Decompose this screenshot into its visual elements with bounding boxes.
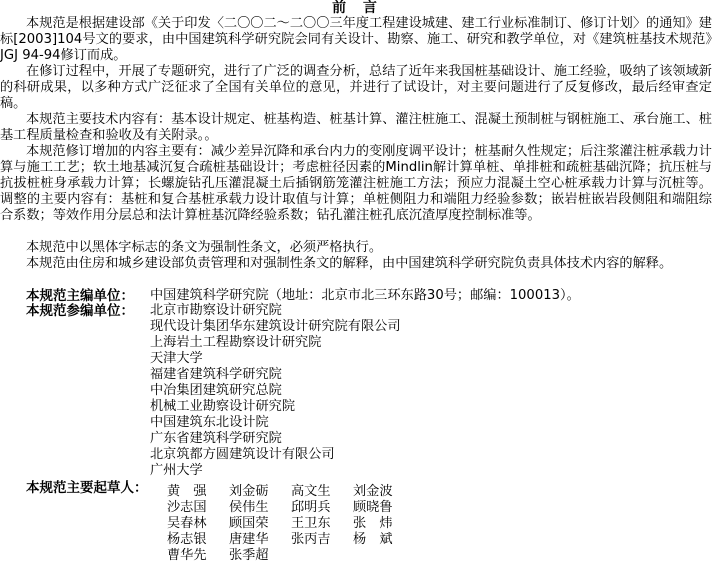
drafter-name: 侯伟生 (229, 500, 269, 515)
drafter-name: 曹华先 (167, 548, 207, 563)
participating-unit: 北京筑都方圆建筑设计有限公司 (150, 447, 335, 462)
drafter-name: 邱明兵 (291, 500, 331, 515)
participating-units-list (150, 303, 401, 479)
paragraph-mandatory-clauses: 本规范中以黑体字标志的条文为强制性条文，必须严格执行。 (26, 240, 383, 255)
drafters-list (167, 480, 467, 563)
drafter-name: 刘金砺 (229, 484, 269, 499)
paragraph-basis: 本规范是根据建设部《关于印发〈二〇〇二～二〇〇三年度工程建设城建、建工行业标准制订、修订计划〉的通知》建标[2003]104号文的要求，由中国建筑科学研究院会同有关设计、勘察、施工、研究和教学单位，对《建筑桩基技术规范》JGJ 94-94修订而成。 (0, 16, 712, 63)
participating-unit: 北京市勘察设计研究院 (150, 303, 282, 318)
participating-unit: 现代设计集团华东建筑设计研究院有限公司 (150, 319, 401, 334)
participating-unit: 广州大学 (150, 463, 203, 478)
drafter-name: 刘金波 (353, 484, 393, 499)
participating-unit: 天津大学 (150, 351, 203, 366)
drafter-name: 吴春林 (167, 516, 207, 531)
drafter-name: 高文生 (291, 484, 331, 499)
drafter-name: 黄 强 (167, 484, 207, 499)
drafters-row (167, 512, 467, 531)
drafters-row (167, 528, 467, 547)
chief-unit-value: 中国建筑科学研究院（地址：北京市北三环东路30号；邮编：100013）。 (150, 288, 580, 303)
paragraph-added-content: 本规范修订增加的内容主要有：减少差异沉降和承台内力的变刚度调平设计；桩基耐久性规定；后注浆灌注桩承载力计算与施工工艺；软土地基减沉复合疏桩基础设计；考虑桩径因素的Mindlin解计算单桩、单排桩和疏桩基础沉降；抗压桩与抗拔桩桩身承载力计算；长螺旋钻孔压灌混凝土后插钢筋笼灌注桩施工方法；预应力混凝土空心桩承载力计算与沉桩等。调整的主要内容有：基桩和复合基桩承载力设计取值与计算；单桩侧阻力和端阻力经验参数；嵌岩桩嵌岩段侧阻和端阻综合系数；等效作用分层总和法计算桩基沉降经验系数；钻孔灌注桩孔底沉渣厚度控制标准等。 (0, 144, 712, 223)
page-title: 前 言 (332, 0, 383, 16)
participating-unit: 中国建筑东北设计院 (150, 415, 269, 430)
paragraph-management: 本规范由住房和城乡建设部负责管理和对强制性条文的解释，由中国建筑科学研究院负责具体技术内容的解释。 (26, 256, 673, 271)
drafter-name: 沙志国 (167, 500, 207, 515)
drafter-name: 唐建华 (229, 532, 269, 547)
drafters-label: 本规范主要起草人： (26, 480, 148, 496)
drafter-name: 顾晓鲁 (353, 500, 393, 515)
paragraph-main-content: 本规范主要技术内容有：基本设计规定、桩基构造、桩基计算、灌注桩施工、混凝土预制桩与钢桩施工、承台施工、桩基工程质量检查和验收及有关附录。。 (0, 112, 712, 143)
participating-unit: 上海岩土工程勘察设计研究院 (150, 335, 322, 350)
drafter-name: 杨 斌 (353, 532, 393, 547)
drafter-name: 张丙吉 (291, 532, 331, 547)
chief-unit-label: 本规范主编单位： (26, 288, 134, 304)
drafters-row (167, 480, 467, 499)
drafter-name: 张季超 (229, 548, 269, 563)
participating-unit: 福建省建筑科学研究院 (150, 367, 282, 382)
participating-units-label: 本规范参编单位： (26, 303, 134, 319)
participating-unit: 中冶集团建筑研究总院 (150, 383, 282, 398)
drafter-name: 王卫东 (291, 516, 331, 531)
participating-unit: 广东省建筑科学研究院 (150, 431, 282, 446)
drafters-row (167, 496, 467, 515)
participating-unit: 机械工业勘察设计研究院 (150, 399, 296, 414)
drafter-name: 顾国荣 (229, 516, 269, 531)
drafter-name: 杨志银 (167, 532, 207, 547)
paragraph-revision-process: 在修订过程中，开展了专题研究，进行了广泛的调查分析，总结了近年来我国桩基础设计、施工经验，吸纳了该领域新的科研成果，以多种方式广泛征求了全国有关单位的意见，并进行了试设计，对主要问题进行了反复修改，最后经审查定稿。 (0, 64, 712, 111)
drafter-name: 张 炜 (353, 516, 393, 531)
